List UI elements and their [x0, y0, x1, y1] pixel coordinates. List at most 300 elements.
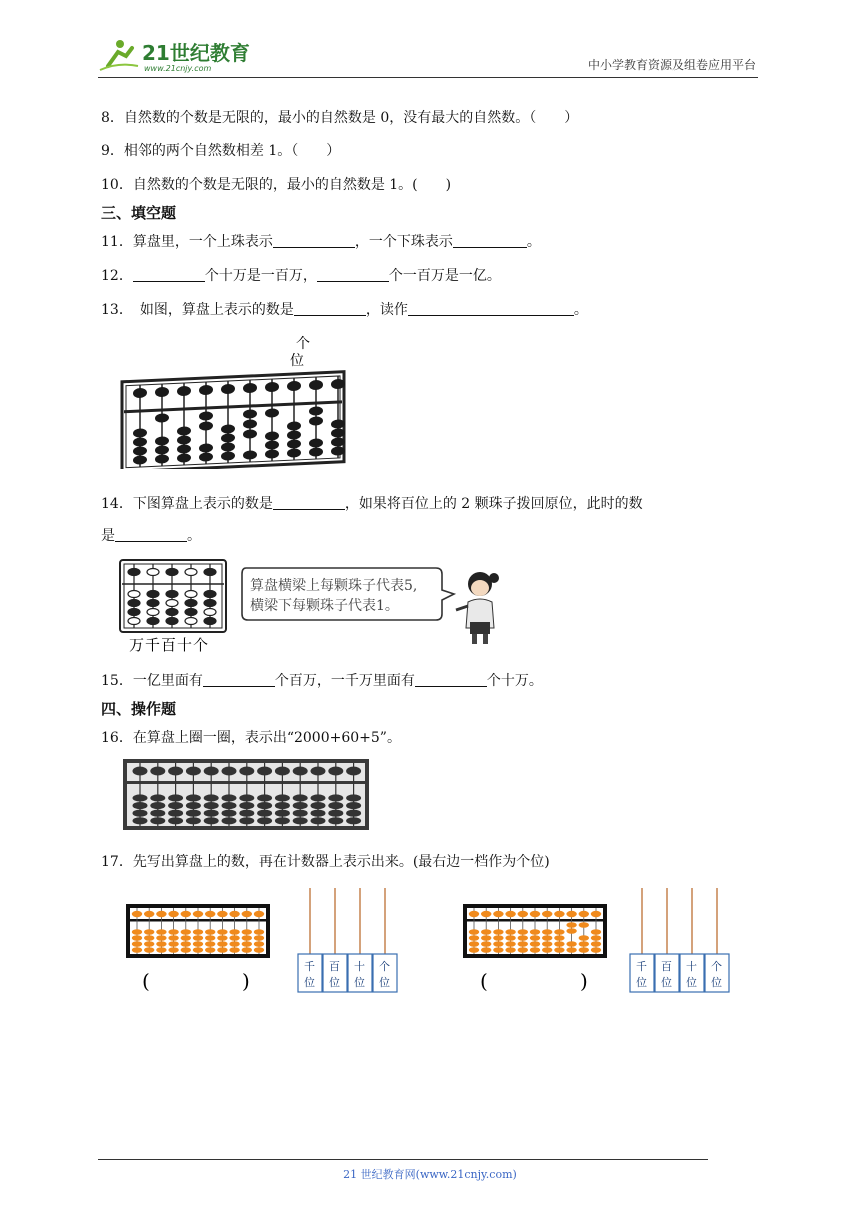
abacus-bead [481, 935, 491, 941]
abacus-bead [222, 767, 237, 776]
counter-label-bottom: 位 [329, 976, 340, 989]
q14-text-1: 14．下图算盘上表示的数是 [101, 496, 273, 512]
q14-bubble-line-1: 算盘横梁上每颗珠子代表5, [250, 578, 418, 594]
abacus-bead [221, 451, 235, 461]
abacus-bead [243, 450, 257, 460]
q15-text-1: 15．一亿里面有 [101, 673, 203, 689]
abacus-bead [239, 802, 254, 809]
abacus-bead [144, 911, 154, 917]
abacus-bead [217, 941, 227, 947]
abacus-bead [205, 911, 215, 917]
abacus-bead [133, 437, 147, 447]
q14-text-3: 是 [101, 528, 115, 544]
abacus-bead [222, 794, 237, 801]
abacus-bead [554, 947, 564, 953]
abacus-bead [469, 929, 479, 935]
abacus-bead [155, 387, 169, 398]
counter-label-bottom: 位 [636, 976, 647, 989]
abacus-bead [346, 802, 361, 809]
q14-abacus-rods [128, 564, 216, 628]
abacus-bead [346, 794, 361, 801]
abacus-bead [311, 794, 326, 801]
abacus-bead [150, 767, 165, 776]
abacus-bead [133, 446, 147, 456]
abacus-bead [566, 911, 576, 917]
logo-url: www.21cnjy.com [144, 64, 212, 73]
abacus-bead [199, 385, 213, 396]
abacus-bead [579, 935, 589, 941]
abacus-bead [132, 929, 142, 935]
abacus-bead [566, 947, 576, 953]
abacus-bead [147, 609, 159, 616]
abacus-bead [239, 810, 254, 817]
abacus-bead [193, 947, 203, 953]
abacus-bead [265, 449, 279, 459]
abacus-bead [156, 941, 166, 947]
page-header [98, 34, 758, 78]
abacus-bead [185, 618, 197, 625]
abacus-bead [205, 935, 215, 941]
abacus-bead [293, 802, 308, 809]
abacus-bead [168, 810, 183, 817]
q17-abacus-1 [126, 904, 270, 958]
abacus-bead [469, 941, 479, 947]
logo-text: 21世纪教育 [142, 41, 250, 65]
abacus-bead [518, 947, 528, 953]
abacus-bead [229, 911, 239, 917]
section-3-title: 三、填空题 [101, 204, 177, 222]
q13-text-3: 。 [573, 302, 588, 318]
abacus-bead [156, 929, 166, 935]
counter-label-top: 百 [329, 960, 340, 973]
abacus-bead [204, 600, 216, 607]
abacus-bead [204, 817, 219, 824]
abacus-bead [346, 767, 361, 776]
abacus-bead [166, 600, 178, 607]
abacus-bead [156, 935, 166, 941]
abacus-bead [229, 947, 239, 953]
q11-text-2: ，一个下珠表示 [354, 234, 453, 250]
abacus-bead [166, 618, 178, 625]
abacus-bead [229, 935, 239, 941]
abacus-bead [147, 569, 159, 576]
abacus-bead [265, 440, 279, 450]
abacus-bead [133, 817, 148, 824]
abacus-bead [168, 947, 178, 953]
abacus-bead [239, 817, 254, 824]
abacus-bead [257, 794, 272, 801]
abacus-bead [222, 802, 237, 809]
abacus-bead [328, 767, 343, 776]
abacus-bead [530, 947, 540, 953]
abacus-bead [293, 767, 308, 776]
q12-blank-1[interactable] [133, 268, 205, 282]
abacus-bead [132, 947, 142, 953]
q13-text-1: 13． 如图，算盘上表示的数是 [101, 302, 294, 318]
abacus-bead [217, 929, 227, 935]
abacus-bead [186, 817, 201, 824]
abacus-bead [205, 929, 215, 935]
abacus-bead [287, 381, 301, 392]
abacus-bead [221, 424, 235, 434]
abacus-bead [204, 802, 219, 809]
q17-abacus-2 [463, 904, 607, 958]
abacus-bead [554, 911, 564, 917]
q14-blank-2[interactable] [115, 528, 187, 542]
counter-label-top: 个 [711, 960, 722, 973]
abacus-bead [181, 947, 191, 953]
abacus-bead [177, 444, 191, 454]
abacus-bead [199, 411, 213, 421]
abacus-bead [147, 600, 159, 607]
abacus-bead [243, 429, 257, 439]
abacus-bead [309, 406, 323, 416]
abacus-bead [221, 442, 235, 452]
abacus-bead [168, 802, 183, 809]
abacus-bead [150, 802, 165, 809]
abacus-bead [591, 941, 601, 947]
footer-text: 21 世纪教育网(www.21cnjy.com) [343, 1168, 517, 1181]
q13-abacus-figure [118, 334, 348, 469]
abacus-bead [177, 426, 191, 436]
abacus-bead [579, 911, 589, 917]
abacus-bead [185, 569, 197, 576]
abacus-bead [254, 947, 264, 953]
abacus-bead [591, 947, 601, 953]
q11-blank-1[interactable] [273, 234, 355, 248]
q13-place-label-bottom: 位 [290, 353, 304, 369]
counter-label-top: 十 [686, 960, 697, 973]
abacus-bead [287, 421, 301, 431]
counter-label-top: 千 [304, 960, 315, 973]
q14-text-2: ，如果将百位上的 2 颗珠子拨回原位，此时的数 [344, 496, 643, 512]
abacus-bead [168, 817, 183, 824]
abacus-bead [147, 618, 159, 625]
abacus-bead [133, 428, 147, 438]
abacus-bead [493, 941, 503, 947]
abacus-bead [186, 810, 201, 817]
abacus-bead [265, 382, 279, 393]
abacus-bead [132, 911, 142, 917]
abacus-bead [287, 439, 301, 449]
abacus-bead [222, 817, 237, 824]
abacus-bead [156, 947, 166, 953]
abacus-bead [293, 794, 308, 801]
question-11 [101, 231, 541, 251]
counter-label-bottom: 位 [711, 976, 722, 989]
question-14-line-2 [101, 525, 201, 545]
abacus-bead [275, 794, 290, 801]
abacus-bead [199, 452, 213, 462]
q15-blank-1[interactable] [203, 673, 275, 687]
abacus-bead [133, 810, 148, 817]
abacus-bead [128, 618, 140, 625]
abacus-bead [217, 911, 227, 917]
abacus-bead [265, 408, 279, 418]
abacus-bead [309, 416, 323, 426]
question-13 [101, 299, 588, 319]
counter-label-bottom: 位 [661, 976, 672, 989]
abacus-bead [204, 609, 216, 616]
abacus-bead [128, 569, 140, 576]
question-16: 16．在算盘上圈一圈，表示出“2000+60+5”。 [101, 730, 401, 746]
abacus-bead [275, 817, 290, 824]
counter-label-top: 百 [661, 960, 672, 973]
abacus-bead [542, 941, 552, 947]
abacus-bead [566, 941, 576, 947]
q15-text-2: 个百万，一千万里面有 [274, 673, 415, 689]
counter-label-top: 千 [636, 960, 647, 973]
abacus-bead [481, 911, 491, 917]
abacus-bead [150, 817, 165, 824]
abacus-bead [205, 947, 215, 953]
q13-text-2: ，读作 [365, 302, 408, 318]
abacus-bead [199, 421, 213, 431]
abacus-bead [566, 922, 576, 928]
abacus-bead [239, 767, 254, 776]
abacus-bead [505, 941, 515, 947]
question-17: 17．先写出算盘上的数，再在计数器上表示出来。(最右边一档作为个位) [101, 854, 550, 870]
abacus-bead [579, 922, 589, 928]
abacus-bead [177, 453, 191, 463]
q17-paren-right-2: ) [580, 969, 588, 993]
abacus-bead [186, 802, 201, 809]
abacus-bead [254, 935, 264, 941]
abacus-bead [155, 445, 169, 455]
abacus-bead [186, 767, 201, 776]
abacus-bead [493, 911, 503, 917]
q14-figure [118, 556, 508, 656]
abacus-bead [155, 413, 169, 423]
abacus-bead [518, 941, 528, 947]
abacus-bead [346, 817, 361, 824]
q16-abacus-figure[interactable] [122, 758, 372, 833]
abacus-bead [144, 935, 154, 941]
abacus-bead [132, 941, 142, 947]
abacus-bead [150, 794, 165, 801]
abacus-bead [309, 380, 323, 391]
abacus-bead [542, 929, 552, 935]
q14-text-4: 。 [187, 528, 201, 544]
abacus-bead [155, 436, 169, 446]
abacus-bead [166, 591, 178, 598]
abacus-bead [181, 929, 191, 935]
abacus-bead [204, 618, 216, 625]
abacus-bead [132, 935, 142, 941]
counter-label-top: 十 [354, 960, 365, 973]
abacus-bead [275, 810, 290, 817]
abacus-bead [133, 388, 147, 399]
abacus-bead [481, 929, 491, 935]
abacus-bead [193, 929, 203, 935]
abacus-bead [311, 802, 326, 809]
abacus-bead [257, 810, 272, 817]
abacus-bead [128, 591, 140, 598]
question-8: 8．自然数的个数是无限的，最小的自然数是 0，没有最大的自然数。（ ） [101, 110, 579, 126]
abacus-bead [493, 929, 503, 935]
abacus-bead [186, 794, 201, 801]
abacus-bead [144, 929, 154, 935]
q15-text-3: 个十万。 [486, 673, 543, 689]
abacus-bead [554, 941, 564, 947]
abacus-bead [254, 911, 264, 917]
q12-text-3: 个一百万是一亿。 [388, 268, 501, 284]
abacus-bead [505, 911, 515, 917]
abacus-bead [168, 941, 178, 947]
abacus-bead [530, 929, 540, 935]
abacus-bead [217, 935, 227, 941]
abacus-bead [221, 384, 235, 395]
q13-blank-1[interactable] [294, 302, 366, 316]
abacus-bead [579, 947, 589, 953]
q14-place-labels: 万千百十个 [129, 636, 210, 654]
abacus-bead [328, 802, 343, 809]
abacus-bead [257, 817, 272, 824]
abacus-bead [177, 386, 191, 397]
abacus-bead [275, 767, 290, 776]
abacus-bead [542, 911, 552, 917]
abacus-bead [287, 448, 301, 458]
teacher-figure-icon [456, 572, 499, 644]
abacus-bead [328, 817, 343, 824]
question-15 [101, 670, 543, 690]
abacus-bead [199, 443, 213, 453]
abacus-bead [229, 941, 239, 947]
q14-blank-1[interactable] [273, 496, 345, 510]
abacus-bead [168, 929, 178, 935]
abacus-bead [181, 911, 191, 917]
abacus-bead [166, 609, 178, 616]
q17-counter-2[interactable] [630, 888, 729, 992]
abacus-bead [185, 600, 197, 607]
abacus-bead [155, 454, 169, 464]
q15-blank-2[interactable] [415, 673, 487, 687]
abacus-bead [133, 802, 148, 809]
q12-text-2: 个十万是一百万， [204, 268, 317, 284]
abacus-bead [542, 947, 552, 953]
q17-paren-left-2: ( [480, 969, 488, 993]
abacus-bead [530, 935, 540, 941]
abacus-bead [168, 794, 183, 801]
q13-blank-2[interactable] [408, 302, 574, 316]
abacus-bead [144, 941, 154, 947]
abacus-bead [242, 941, 252, 947]
abacus-bead [144, 947, 154, 953]
counter-label-top: 个 [379, 960, 390, 973]
abacus-bead [275, 802, 290, 809]
abacus-bead [254, 929, 264, 935]
abacus-bead [243, 383, 257, 394]
abacus-bead [204, 794, 219, 801]
abacus-bead [505, 935, 515, 941]
abacus-bead [554, 929, 564, 935]
abacus-bead [133, 767, 148, 776]
abacus-bead [204, 591, 216, 598]
abacus-bead [242, 929, 252, 935]
abacus-bead [481, 947, 491, 953]
question-12 [101, 265, 501, 285]
abacus-bead [518, 929, 528, 935]
abacus-bead [346, 810, 361, 817]
abacus-bead [239, 794, 254, 801]
abacus-bead [181, 941, 191, 947]
section-4-title: 四、操作题 [101, 700, 177, 718]
abacus-bead [579, 941, 589, 947]
abacus-bead [265, 431, 279, 441]
abacus-bead [204, 767, 219, 776]
q13-abacus-rods [133, 376, 345, 468]
q17-paren-right-1: ) [242, 969, 250, 993]
q17-counter-1[interactable] [298, 888, 397, 992]
q11-blank-2[interactable] [453, 234, 527, 248]
abacus-bead [328, 794, 343, 801]
q11-text-1: 11．算盘里，一个上珠表示 [101, 234, 273, 250]
abacus-bead [243, 419, 257, 429]
abacus-bead [311, 810, 326, 817]
abacus-bead [243, 409, 257, 419]
abacus-bead [469, 935, 479, 941]
abacus-bead [591, 911, 601, 917]
abacus-bead [257, 767, 272, 776]
abacus-bead [293, 810, 308, 817]
abacus-bead [542, 935, 552, 941]
abacus-bead [128, 600, 140, 607]
abacus-bead [166, 569, 178, 576]
abacus-bead [217, 947, 227, 953]
abacus-bead [168, 911, 178, 917]
abacus-bead [530, 911, 540, 917]
abacus-bead [177, 435, 191, 445]
abacus-bead [518, 911, 528, 917]
question-10: 10．自然数的个数是无限的，最小的自然数是 1。( ) [101, 177, 452, 193]
abacus-bead [205, 941, 215, 947]
abacus-bead [150, 810, 165, 817]
counter-label-bottom: 位 [354, 976, 365, 989]
abacus-bead [554, 935, 564, 941]
abacus-bead [242, 947, 252, 953]
footer-divider [98, 1159, 708, 1160]
abacus-bead [293, 817, 308, 824]
abacus-bead [133, 455, 147, 465]
q12-blank-2[interactable] [317, 268, 389, 282]
abacus-bead [257, 802, 272, 809]
abacus-bead [222, 810, 237, 817]
abacus-bead [193, 935, 203, 941]
abacus-bead [168, 935, 178, 941]
question-14-line-1 [101, 493, 643, 513]
q14-bubble-line-2: 横梁下每颗珠子代表1。 [250, 598, 399, 614]
abacus-bead [469, 947, 479, 953]
q17-figures [122, 884, 742, 999]
q17-paren-left-1: ( [142, 969, 150, 993]
abacus-bead [242, 935, 252, 941]
abacus-bead [287, 430, 301, 440]
abacus-bead [591, 929, 601, 935]
header-platform-text: 中小学教育资源及组卷应用平台 [587, 58, 756, 72]
abacus-bead [481, 941, 491, 947]
abacus-bead [147, 591, 159, 598]
abacus-bead [193, 941, 203, 947]
abacus-bead [193, 911, 203, 917]
abacus-bead [530, 941, 540, 947]
q13-place-label-top: 个 [296, 336, 310, 352]
abacus-bead [181, 935, 191, 941]
abacus-bead [493, 947, 503, 953]
abacus-bead [185, 591, 197, 598]
abacus-bead [254, 941, 264, 947]
abacus-bead [185, 609, 197, 616]
abacus-bead [204, 810, 219, 817]
